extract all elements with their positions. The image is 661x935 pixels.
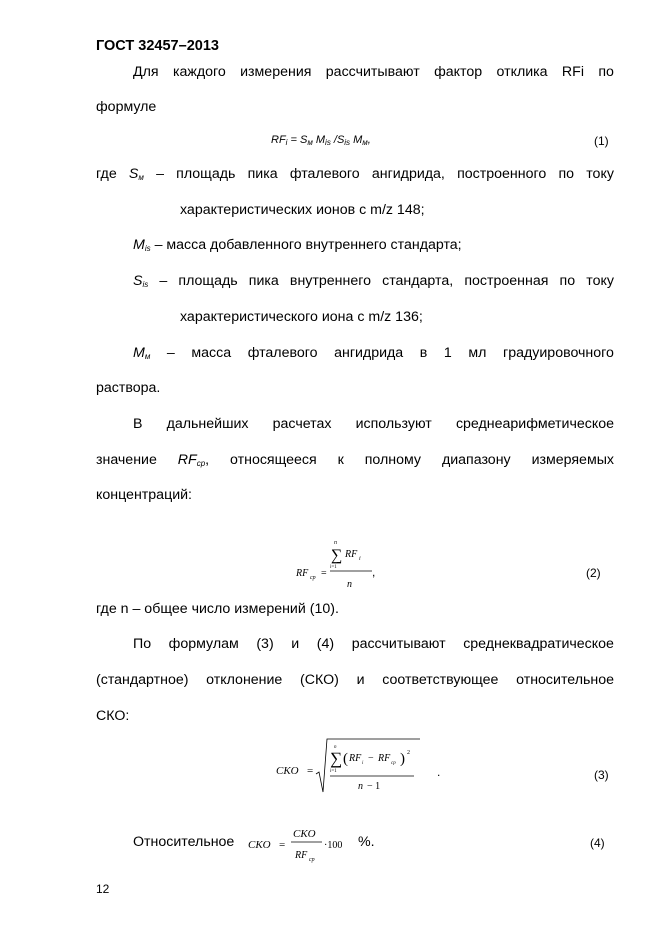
svg-text:·100: ·100 — [324, 840, 343, 851]
definition-line: раствора. — [96, 380, 161, 396]
svg-text:− 1: − 1 — [367, 781, 381, 792]
page-number: 12 — [96, 882, 110, 896]
paragraph-line: значение $RF_{ср}$, относящееся к полному диапазону измеряемых — [96, 452, 614, 468]
svg-text:RF: RF — [345, 549, 358, 560]
svg-text:=: = — [279, 839, 286, 851]
svg-text:ср: ср — [391, 761, 396, 766]
svg-text:i: i — [359, 556, 361, 562]
svg-text:RF: RF — [295, 850, 308, 861]
svg-text:CKO: CKO — [293, 828, 316, 840]
svg-text:n: n — [334, 745, 337, 750]
paragraph-line: Для каждого измерения рассчитывают фактор отклика RFi по — [133, 64, 614, 80]
definition-line: где $S_м$ – площадь пика фталевого ангидрида, построенного по току — [96, 166, 614, 182]
paragraph-line: (стандартное) отклонение (СКО) и соответствующее относительное — [96, 672, 614, 688]
definition-line: $S_{is}$ – площадь пика внутреннего стандарта, построенная по току — [133, 273, 614, 289]
formula-1: $RF_i = S_м$ $M_{is}$ $/S_{is}$ $M_м$, — [271, 134, 371, 147]
svg-text:,: , — [372, 565, 376, 579]
svg-text:CKO: CKO — [276, 765, 299, 777]
definition-line: характеристических ионов с m/z 148; — [180, 202, 425, 218]
paragraph-line: В дальнейших расчетах используют среднеарифметическое — [133, 416, 615, 432]
definition-line: $M_м$ – масса фталевого ангидрида в 1 мл градуировочного — [133, 345, 614, 361]
svg-text:CKO: CKO — [248, 839, 271, 851]
svg-text:∑: ∑ — [330, 749, 343, 768]
svg-text:(: ( — [343, 751, 348, 767]
formula-2 — [288, 536, 388, 592]
formula-4 — [246, 822, 356, 866]
equation-number: (4) — [590, 836, 605, 850]
formula-3 — [274, 736, 444, 796]
svg-text:RF: RF — [296, 568, 309, 579]
svg-text:∑: ∑ — [331, 547, 343, 564]
svg-text:=: = — [307, 765, 314, 777]
svg-text:2: 2 — [407, 750, 410, 756]
equation-number: (3) — [594, 768, 609, 782]
svg-text:ср: ср — [310, 575, 316, 581]
svg-text:.: . — [437, 765, 441, 779]
svg-text:−: − — [368, 753, 374, 764]
svg-text:i: i — [362, 761, 364, 766]
equation-number: (1) — [594, 134, 609, 148]
svg-text:i=1: i=1 — [330, 565, 337, 570]
svg-text:RF: RF — [378, 753, 391, 764]
definition-line: $M_{is}$ – масса добавленного внутреннего стандарта; — [133, 237, 462, 253]
document-header: ГОСТ 32457–2013 — [96, 38, 219, 54]
paragraph-line: СКО: — [96, 708, 130, 724]
formula-4-suffix: %. — [358, 834, 375, 850]
svg-text:n: n — [347, 579, 352, 590]
svg-text:n: n — [334, 540, 337, 546]
svg-text:i=1: i=1 — [330, 769, 337, 774]
svg-text:RF: RF — [349, 753, 362, 764]
svg-text:): ) — [400, 751, 405, 767]
paragraph-line: По формулам (3) и (4) рассчитывают среднеквадратическое — [133, 636, 614, 652]
paragraph-line: концентраций: — [96, 487, 192, 503]
paragraph-line: формуле — [96, 99, 157, 115]
paragraph-line: где n – общее число измерений (10). — [96, 601, 339, 617]
equation-number: (2) — [586, 566, 601, 580]
formula-4-prefix: Относительное — [133, 834, 235, 850]
svg-text:n: n — [358, 781, 363, 792]
definition-line: характеристического иона с m/z 136; — [180, 309, 423, 325]
svg-text:=: = — [321, 568, 327, 579]
svg-text:ср: ср — [309, 857, 315, 863]
